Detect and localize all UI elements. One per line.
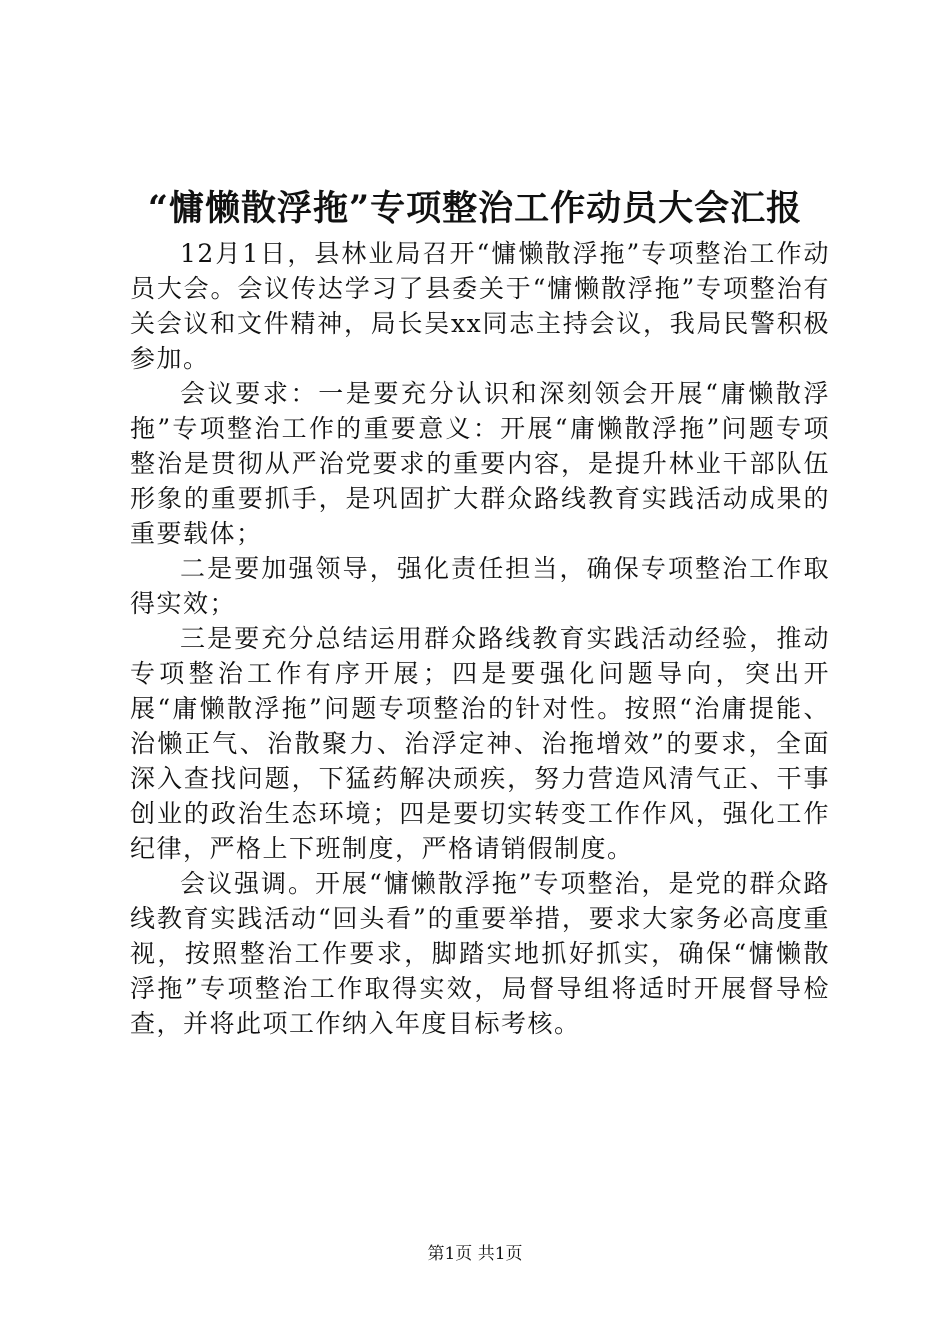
page-footer: 第1页 共1页 bbox=[427, 1244, 523, 1264]
document-title: “慵懒散浮拖”专项整治工作动员大会汇报 bbox=[147, 188, 803, 229]
paragraph-emphasis: 会议强调。开展“慵懒散浮拖”专项整治，是党的群众路线教育实践活动“回头看”的重要举措，要求大家务必高度重视，按照整治工作要求，脚踏实地抓好抓实，确保“慵懒散浮拖”专项整治工作取得实效，局督导组将适时开展督导检查，并将此项工作纳入年度目标考核。 bbox=[130, 869, 830, 1038]
paragraph-requirement-three-four: 三是要充分总结运用群众路线教育实践活动经验，推动专项整治工作有序开展；四是要强化问题导向，突出开展“庸懒散浮拖”问题专项整治的针对性。按照“治庸提能、治懒正气、治散聚力、治浮定神、治拖增效”的要求，全面深入查找问题，下猛药解决顽疾，努力营造风清气正、干事创业的政治生态环境；四是要切实转变工作作风，强化工作纪律，严格上下班制度，严格请销假制度。 bbox=[130, 624, 830, 863]
paragraph-requirement-one: 会议要求：一是要充分认识和深刻领会开展“庸懒散浮拖”专项整治工作的重要意义：开展“庸懒散浮拖”问题专项整治是贯彻从严治党要求的重要内容，是提升林业干部队伍形象的重要抓手，是巩固扩大群众路线教育实践活动成果的重要载体； bbox=[130, 379, 830, 548]
paragraph-requirement-two: 二是要加强领导，强化责任担当，确保专项整治工作取得实效； bbox=[130, 554, 830, 618]
paragraph-intro: 12月1日，县林业局召开“慵懒散浮拖”专项整治工作动员大会。会议传达学习了县委关于“慵懒散浮拖”专项整治有关会议和文件精神，局长吴xx同志主持会议，我局民警积极参加。 bbox=[130, 239, 830, 373]
document-body bbox=[130, 236, 830, 1041]
